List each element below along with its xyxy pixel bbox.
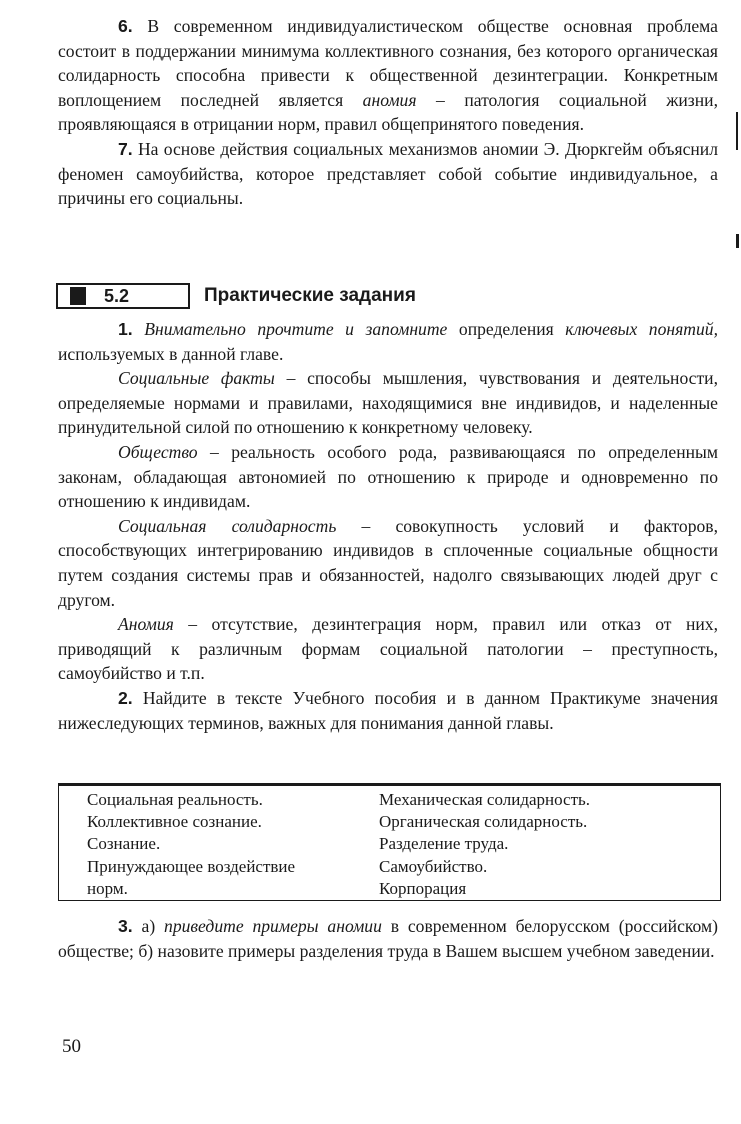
terms-left-column [87, 789, 295, 900]
task-3 [58, 914, 718, 963]
section-marker-icon [70, 287, 86, 305]
definition-term: Общество [118, 441, 198, 462]
term-item: Социальная реальность. [87, 790, 263, 809]
term-item: Органическая солидарность. [379, 812, 588, 832]
scan-mark [736, 234, 739, 248]
intro-block [58, 14, 718, 211]
task-2 [58, 686, 718, 735]
paragraph-text: – патология социальной жизни, проявляющаяся в отрицании норм, правил общепринятого поведения. [58, 89, 718, 135]
task-3-block [58, 914, 718, 963]
task-number: 2. [118, 687, 133, 708]
definition-term: Аномия [118, 614, 174, 635]
task-text: используемых в данной главе. [58, 343, 284, 364]
term-item: Самоубийство. [379, 856, 488, 876]
definition-social-facts [58, 366, 718, 440]
definition-solidarity [58, 514, 718, 612]
term-item: Сознание. [87, 834, 161, 854]
section-number: 5.2 [104, 285, 130, 306]
task-number: 3. [118, 916, 133, 936]
definition-text: – совокупность условий и факторов, способствующих интегрированию индивидов в сплоченные социальные общности путем создания системы прав и обязанностей, надолго связывающих людей друг с другом. [58, 515, 719, 610]
paragraph-7 [58, 137, 718, 211]
paragraph-text: В современном индивидуалистическом обществе основная проблема состоит в поддержании минимума коллективного сознания, без которого органическая солидарность способна привести к общественной дезинтеграции. Конкретным воплощением последней является [58, 16, 718, 110]
definition-society [58, 440, 718, 514]
emphasis-italic: приведите примеры аномии [164, 916, 382, 936]
task-1 [58, 317, 718, 366]
term-item: Корпорация [379, 878, 467, 898]
page-number: 50 [62, 1036, 81, 1057]
term-item: Коллективное сознание. [87, 812, 262, 832]
term-item: Механическая солидарность. [379, 790, 591, 809]
definition-text: – способы мышления, чувствования и деятельности, определяемые нормами и правилами, находящимися вне индивидов, и наделенные принудительной силой по отношению к конкретному человеку. [58, 368, 718, 438]
paragraph-text: На основе действия социальных механизмов аномии Э. Дюркгейм объяснил феномен самоубийства, которое представляет собой событие индивидуальное, а причины его социальны. [58, 138, 718, 209]
term-item: Разделение труда. [379, 834, 509, 854]
terms-table [58, 783, 721, 901]
task-text: определения [447, 319, 566, 339]
term-item: Принуждающее воздействие [87, 856, 296, 876]
task-text: а) [132, 916, 165, 936]
task-1-block [58, 317, 718, 735]
paragraph-6 [58, 14, 718, 137]
section-number-box [56, 283, 190, 309]
emphasis-italic: ключевых понятий, [565, 319, 718, 339]
definition-text: – реальность особого рода, развивающаяся по определенным законам, обладающая автономией по отношению к природе и одновременно по отношению к индивидам. [58, 441, 718, 512]
term-italic: аномия [362, 89, 417, 110]
definition-term: Социальная солидарность [118, 515, 337, 536]
emphasis-italic: Внимательно прочтите и запомните [144, 319, 448, 339]
scan-mark [736, 112, 738, 150]
section-title: Практические задания [204, 285, 416, 306]
task-text: в современном белорусском (российском) обществе; б) назовите примеры разделения труда в Вашем высшем учебном заведении. [58, 916, 718, 961]
terms-right-column [379, 789, 590, 900]
task-number: 1. [118, 319, 133, 339]
paragraph-number: 7. [118, 138, 133, 159]
definition-anomie [58, 612, 718, 686]
term-item: норм. [87, 878, 128, 898]
task-text: Найдите в тексте Учебного пособия и в данном Практикуме значения нижеследующих терминов, важных для понимания данной главы. [58, 687, 718, 733]
section-heading [56, 281, 416, 311]
definition-term: Социальные факты [118, 368, 275, 389]
paragraph-number: 6. [118, 16, 133, 36]
definition-text: – отсутствие, дезинтеграция норм, правил или отказ от них, приводящий к различным формам социальной патологии – преступность, самоубийство и т.п. [58, 614, 718, 684]
